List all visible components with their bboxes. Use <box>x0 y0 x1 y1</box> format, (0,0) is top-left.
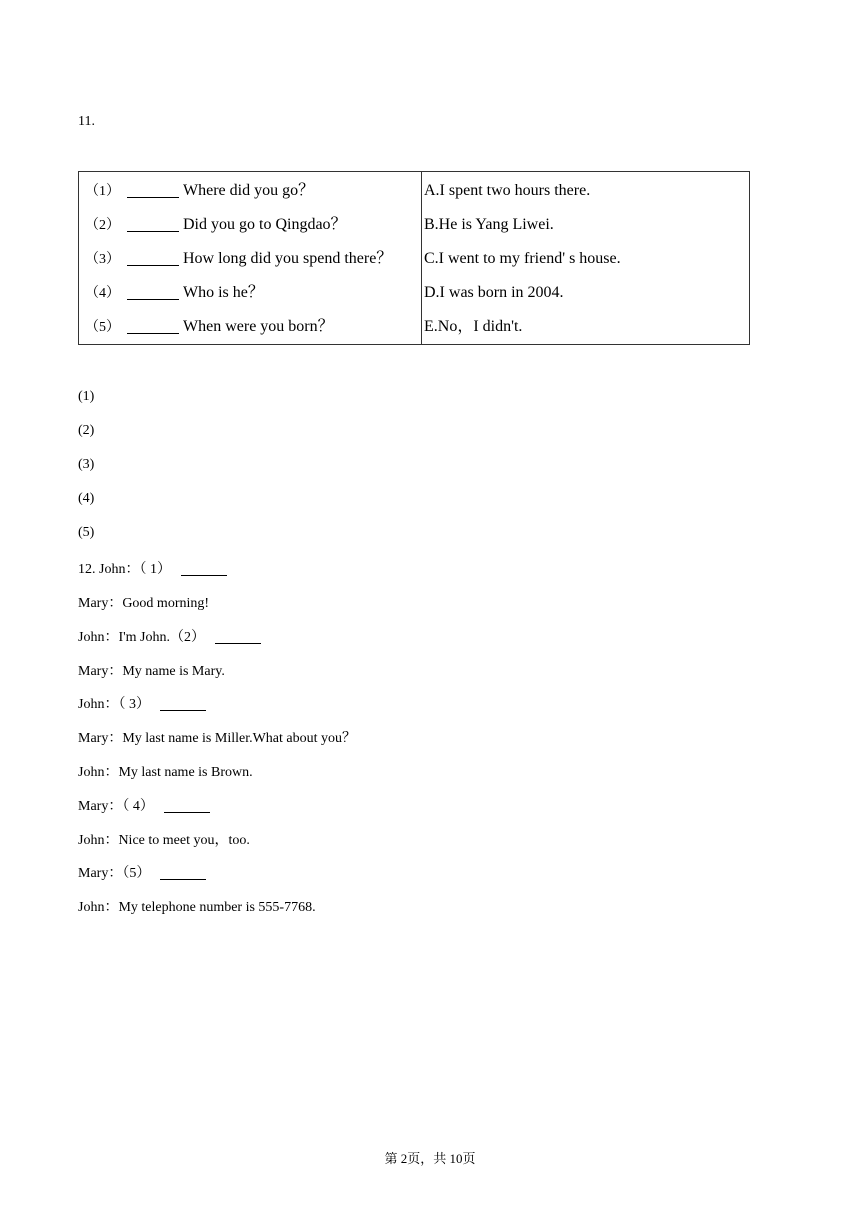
dialogue-line: Mary：Good morning! <box>78 596 210 611</box>
dialogue-line: Mary：My name is Mary. <box>78 664 225 679</box>
dialogue-line: John：My last name is Brown. <box>78 765 253 780</box>
answer-blank <box>127 251 179 266</box>
dialogue-line: John：My telephone number is 555-7768. <box>78 900 316 915</box>
answer-line-4: (4) <box>78 491 95 506</box>
answer-blank <box>160 867 206 880</box>
dialogue-line: 12. John：（ 1） <box>78 558 227 578</box>
question-row: （4） Who is he？ <box>85 284 264 301</box>
dialogue-line: John：I'm John.（2） <box>78 626 261 646</box>
answer-blank <box>127 217 179 232</box>
answer-option: B.He is Yang Liwei. <box>424 216 554 233</box>
matching-table <box>78 171 750 345</box>
question-row: （1） Where did you go？ <box>85 182 315 199</box>
dialogue-line: Mary：（5） <box>78 862 206 882</box>
answer-line-2: (2) <box>78 423 95 438</box>
answer-option: C.I went to my friend' s house. <box>424 250 621 267</box>
answer-option: E.No，I didn't. <box>424 318 523 335</box>
answer-blank <box>215 631 261 644</box>
dialogue-line: Mary：My last name is Miller.What about you？ <box>78 731 357 746</box>
questions-column <box>79 172 422 345</box>
answer-line-3: (3) <box>78 457 95 472</box>
dialogue-line: John：（ 3） <box>78 693 206 713</box>
answer-option: D.I was born in 2004. <box>424 284 564 301</box>
dialogue-line: Mary：（ 4） <box>78 795 210 815</box>
answer-blank <box>127 183 179 198</box>
answers-column <box>422 172 750 345</box>
answer-line-1: (1) <box>78 389 95 404</box>
question-row: （5） When were you born？ <box>85 318 334 335</box>
page-footer: 第 2页，共 10页 <box>384 1151 476 1166</box>
question-row: （2） Did you go to Qingdao？ <box>85 216 347 233</box>
answer-option: A.I spent two hours there. <box>424 182 591 199</box>
answer-blank <box>127 285 179 300</box>
answer-blank <box>160 698 206 711</box>
question-row: （3） How long did you spend there？ <box>85 250 393 267</box>
answer-line-5: (5) <box>78 525 95 540</box>
answer-blank <box>181 563 227 576</box>
question-number-11: 11. <box>78 114 95 129</box>
answer-blank <box>127 319 179 334</box>
answer-blank <box>164 800 210 813</box>
dialogue-line: John：Nice to meet you，too. <box>78 833 250 848</box>
